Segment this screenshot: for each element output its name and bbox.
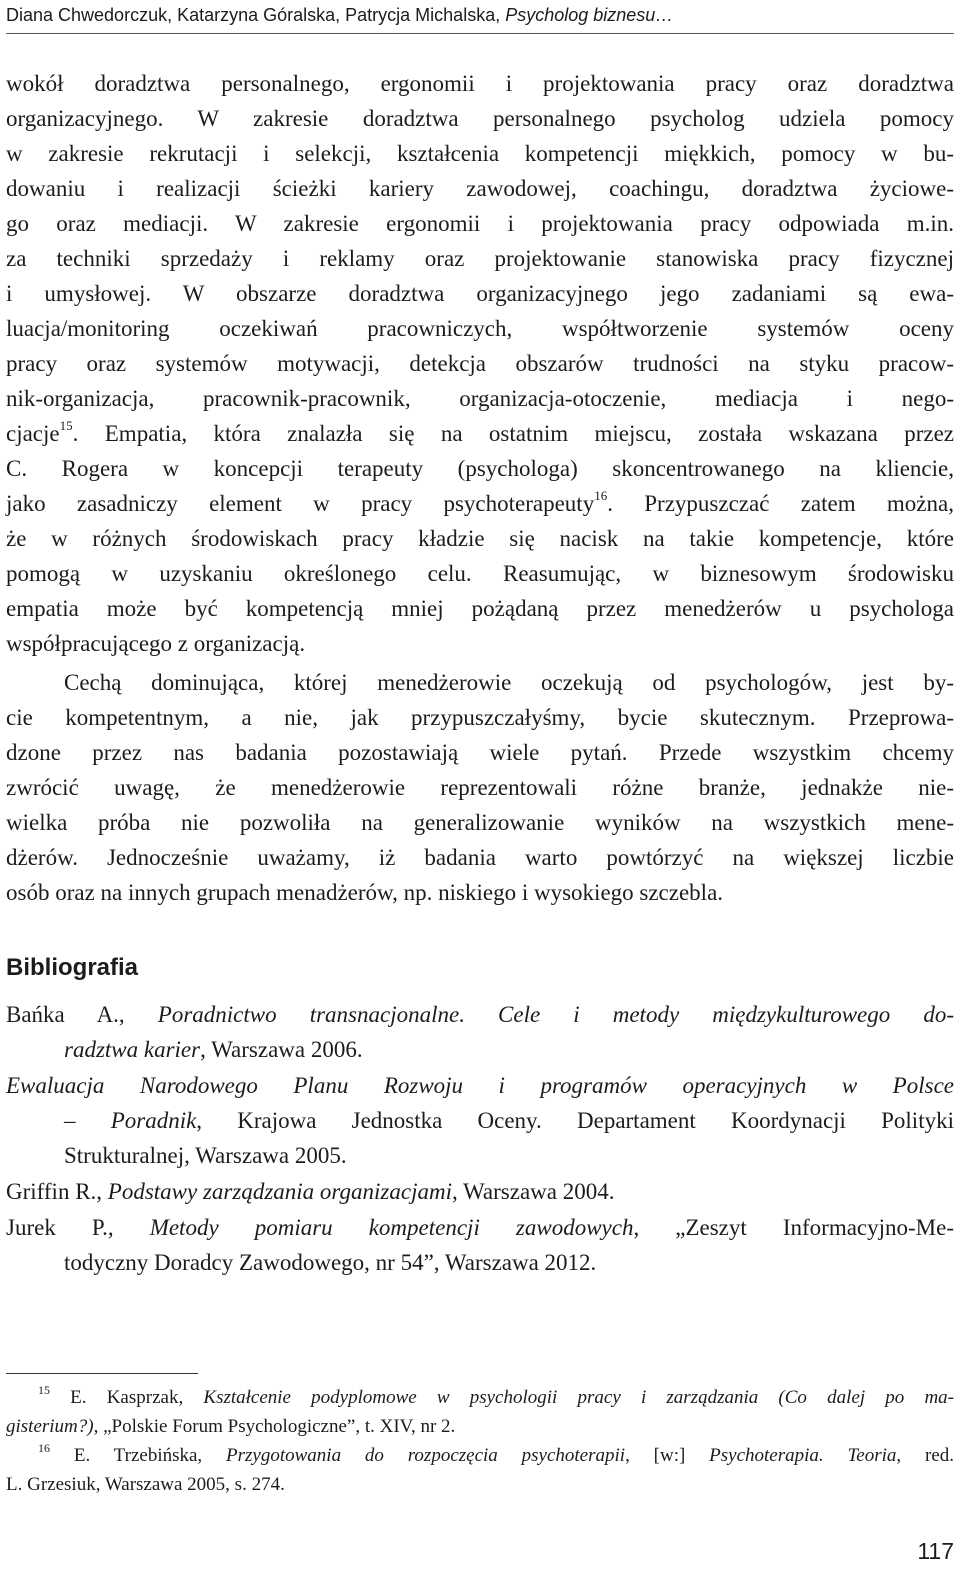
bibliography-entry: Griffin R., Podstawy zarządzania organizacjami, Warszawa 2004. — [6, 1179, 615, 1204]
footnote-divider — [6, 1373, 198, 1374]
header-book-title: Psycholog biznesu… — [505, 5, 674, 25]
footnote-16-cont: L. Grzesiuk, Warszawa 2005, s. 274. — [6, 1474, 285, 1495]
body-line: dowaniu i realizacji ścieżki kariery zawodowej, coachingu, doradztwa życiowe- — [6, 176, 954, 201]
body-line: empatia może być kompetencją mniej pożądaną przez menedżerów u psychologa — [6, 596, 954, 621]
body-line: osób oraz na innych grupach menadżerów, np. niskiego i wysokiego szczebla. — [6, 880, 724, 905]
body-line: cie kompetentnym, a nie, jak przypuszczałyśmy, bycie skutecznym. Przeprowa- — [6, 705, 954, 730]
page-number: 117 — [917, 1538, 954, 1564]
body-line: go oraz mediacji. W zakresie ergonomii i projektowania pracy odpowiada m.in. — [6, 211, 954, 236]
body-line: wielka próba nie pozwoliła na generalizowanie wyników na wszystkich mene- — [6, 810, 954, 835]
footnote-ref-16[interactable]: 16 — [594, 488, 608, 504]
body-line: za techniki sprzedaży i reklamy oraz projektowanie stanowiska pracy fizycznej — [6, 246, 954, 271]
body-line: w zakresie rekrutacji i selekcji, kształcenia kompetencji miękkich, pomocy w bu- — [6, 141, 954, 166]
footnote-ref-15[interactable]: 15 — [59, 418, 73, 434]
bibliography-entry-cont: radztwa karier, Warszawa 2006. — [64, 1037, 363, 1062]
body-line: współpracującego z organizacją. — [6, 631, 306, 656]
bibliography-entry: Jurek P., Metody pomiaru kompetencji zawodowych, „Zeszyt Informacyjno-Me- — [6, 1215, 954, 1240]
footnote-15: $^{15}$ E. Kasprzak, Kształcenie podyplomowe w psychologii pracy i zarządzania (Co dalej po ma- — [38, 1382, 954, 1408]
footnote-16: $^{16}$ E. Trzebińska, Przygotowania do rozpoczęcia psychoterapii, [w:] Psychoterapia. Teoria, red. — [38, 1440, 955, 1466]
running-header — [6, 2, 954, 32]
body-line: luacja/monitoring oczekiwań pracowniczych, współtworzenie systemów oceny — [6, 316, 954, 341]
bibliography-entry-cont: – Poradnik, Krajowa Jednostka Oceny. Departament Koordynacji Polityki — [64, 1108, 954, 1133]
body-line: pomogą w uzyskaniu określonego celu. Reasumując, w biznesowym środowisku — [6, 561, 954, 586]
body-line: nik-organizacja, pracownik-pracownik, organizacja-otoczenie, mediacja i nego- — [6, 386, 954, 411]
header-authors: Diana Chwedorczuk, Katarzyna Góralska, Patrycja Michalska, — [6, 5, 506, 25]
bibliography-heading: Bibliografia — [6, 954, 139, 981]
footnote-number-16: 16 — [38, 1440, 50, 1455]
header-divider — [6, 33, 954, 34]
body-line: Cechą dominująca, której menedżerowie oczekują od psychologów, jest by- — [64, 670, 954, 695]
body-line: C. Rogera w koncepcji terapeuty (psychologa) skoncentrowanego na kliencie, — [6, 456, 954, 481]
footnote-15-cont: gisterium?), „Polskie Forum Psychologiczne”, t. XIV, nr 2. — [6, 1416, 456, 1437]
body-line-with-footnote-15: cjacje$^{15}$. Empatia, która znalazła się na ostatnim miejscu, została wskazana przez — [6, 418, 954, 446]
bibliography-entry-cont: todyczny Doradcy Zawodowego, nr 54”, Warszawa 2012. — [64, 1250, 597, 1275]
body-line: dzone przez nas badania pozostawiają wiele pytań. Przede wszystkim chcemy — [6, 740, 954, 765]
body-line: dżerów. Jednocześnie uważamy, iż badania warto powtórzyć na większej liczbie — [6, 845, 954, 870]
bibliography-entry-cont: Strukturalnej, Warszawa 2005. — [64, 1143, 347, 1168]
bibliography-entry: Ewaluacja Narodowego Planu Rozwoju i programów operacyjnych w Polsce — [6, 1073, 954, 1098]
body-line: i umysłowej. W obszarze doradztwa organizacyjnego jego zadaniami są ewa- — [6, 281, 954, 306]
body-line: wokół doradztwa personalnego, ergonomii i projektowania pracy oraz doradztwa — [6, 71, 954, 96]
body-line: pracy oraz systemów motywacji, detekcja obszarów trudności na styku pracow- — [6, 351, 954, 376]
bibliography-entry: Bańka A., Poradnictwo transnacjonalne. Cele i metody międzykulturowego do- — [6, 1002, 954, 1027]
body-line-with-footnote-16: jako zasadniczy element w pracy psychoterapeuty$^{16}$. Przypuszczać zatem można, — [6, 488, 954, 516]
body-line: organizacyjnego. W zakresie doradztwa personalnego psycholog udziela pomocy — [6, 106, 954, 131]
body-line: że w różnych środowiskach pracy kładzie się nacisk na takie kompetencje, które — [6, 526, 954, 551]
footnote-number-15: 15 — [38, 1382, 50, 1397]
body-line: zwrócić uwagę, że menedżerowie reprezentowali różne branże, jednakże nie- — [6, 775, 954, 800]
